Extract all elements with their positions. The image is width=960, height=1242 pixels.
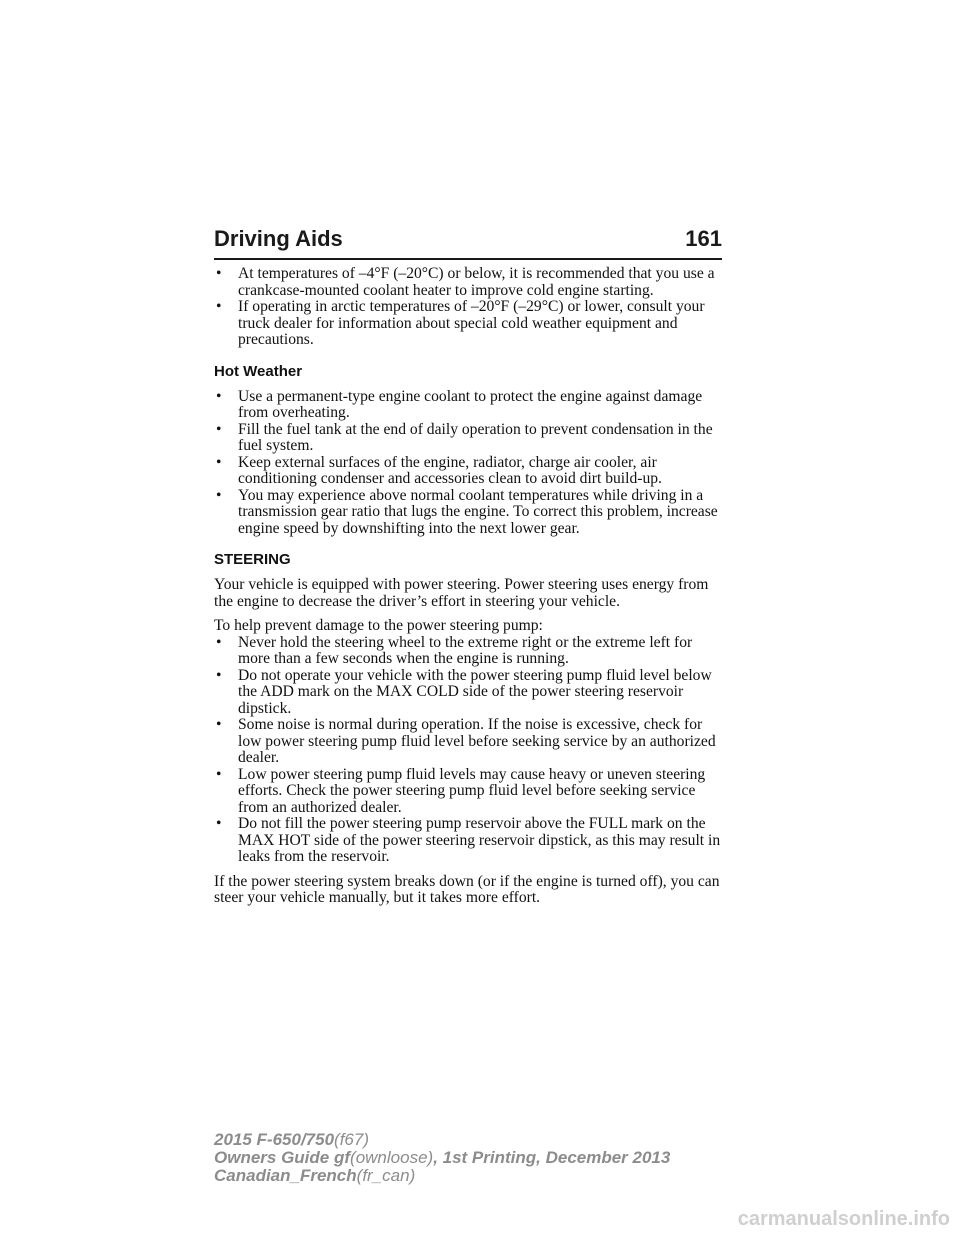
watermark: carmanualsonline.info [737, 1208, 950, 1230]
bullet: • [216, 298, 222, 315]
list-item: • Do not fill the power steering pump reservoir above the FULL mark on the MAX HOT side of the power steering reservoir dipstick, as this may result in leaks from the reservoir. [216, 815, 721, 865]
bullet: • [216, 387, 222, 405]
bullet: • [216, 716, 222, 733]
steering-prevent-intro: To help prevent damage to the power steering pump: [214, 617, 543, 634]
page-header [214, 226, 722, 252]
list-item: • Fill the fuel tank at the end of daily operation to prevent condensation in the fuel system. [216, 420, 713, 454]
footer-line-1: 2015 F-650/750(f67) [214, 1130, 370, 1149]
list-item: • Some noise is normal during operation. If the noise is excessive, check for low power steering pump fluid level before seeking service by an authorized dealer. [216, 716, 716, 766]
header-divider [214, 258, 722, 260]
bullet: • [216, 420, 222, 438]
page-content [214, 266, 724, 915]
list-item: • Never hold the steering wheel to the extreme right or the extreme left for more than a few seconds when the engine is running. [216, 633, 693, 667]
bullet: • [216, 486, 222, 504]
bullet: • [216, 265, 222, 282]
steering-intro: Your vehicle is equipped with power steering. Power steering uses energy from the engine to decrease the driver’s effort in steering your vehicle. [214, 576, 709, 610]
hot-weather-list [214, 389, 724, 538]
steering-list [214, 635, 724, 866]
list-item: • Use a permanent-type engine coolant to protect the engine against damage from overheating. [216, 387, 703, 421]
list-item: • Keep external surfaces of the engine, radiator, charge air cooler, air conditioning condenser and accessories clean to avoid dirt build-up. [216, 453, 662, 487]
page-number: 161 [685, 226, 722, 251]
bullet: • [216, 765, 222, 783]
hot-weather-heading: Hot Weather [214, 362, 303, 380]
list-item: • At temperatures of –4°F (–20°C) or below, it is recommended that you use a crankcase-mounted coolant heater to improve cold engine starting. [216, 265, 715, 299]
list-item: • Low power steering pump fluid levels may cause heavy or uneven steering efforts. Check the power steering pump fluid level before seeking service from an authorized dealer. [216, 765, 706, 816]
footer-line-2: Owners Guide gf(ownloose), 1st Printing, December 2013 [214, 1148, 671, 1167]
bullet: • [216, 453, 222, 471]
section-title: Driving Aids [214, 226, 343, 251]
steering-breakdown-note: If the power steering system breaks down (or if the engine is turned off), you can steer your vehicle manually, but it takes more effort. [214, 872, 720, 906]
list-item: • Do not operate your vehicle with the power steering pump fluid level below the ADD mark on the MAX COLD side of the power steering reservoir dipstick. [216, 666, 712, 717]
list-item: • If operating in arctic temperatures of –20°F (–29°C) or lower, consult your truck dealer for information about special cold weather equipment and precautions. [216, 298, 705, 348]
footer-line-3: Canadian_French(fr_can) [214, 1166, 416, 1185]
bullet: • [216, 633, 222, 651]
list-item: • You may experience above normal coolant temperatures while driving in a transmission gear ratio that lugs the engine. To correct this problem, increase engine speed by downshifting into the next lower gear. [216, 486, 718, 537]
cold-weather-list [214, 266, 724, 349]
print-footer [214, 1131, 670, 1185]
bullet: • [216, 666, 222, 684]
steering-heading: STEERING [214, 551, 291, 568]
bullet: • [216, 815, 222, 832]
